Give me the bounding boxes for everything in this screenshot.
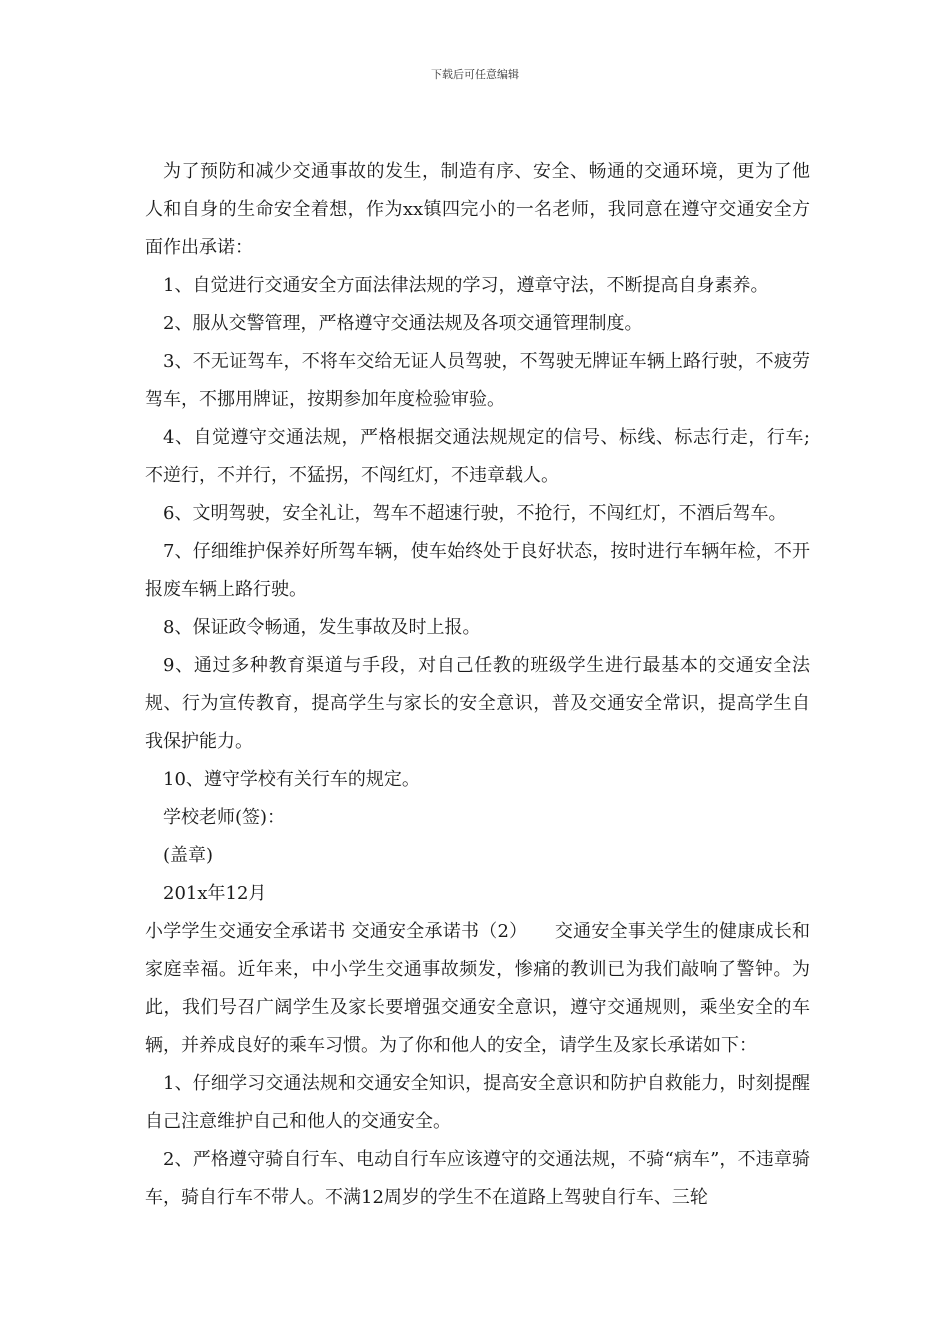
date-line: 201x年12月 [163, 883, 267, 904]
seal-line: (盖章) [163, 845, 214, 866]
paragraph-item-2: 2、服从交警管理，严格遵守交通法规及各项交通管理制度。 [163, 313, 643, 334]
paragraph-intro: 为了预防和减少交通事故的发生，制造有序、安全、畅通的交通环境，更为了他人和自身的生命安全着想，作为xx镇四完小的一名老师，我同意在遵守交通安全方面作出承诺： [145, 161, 810, 258]
paragraph-item-1: 1、自觉进行交通安全方面法律法规的学习，遵章守法，不断提高自身素养。 [163, 275, 769, 296]
paragraph-item-7: 7、仔细维护保养好所驾车辆，使车始终处于良好状态，按时进行车辆年检，不开报废车辆上路行驶。 [145, 541, 810, 600]
paragraph-section-2: 小学学生交通安全承诺书 交通安全承诺书（2） 交通安全事关学生的健康成长和家庭幸福。近年来，中小学生交通事故频发，惨痛的教训已为我们敲响了警钟。为此，我们号召广阔学生及家长要增强交通安全意识，遵守交通规则，乘坐安全的车辆，并养成良好的乘车习惯。为了你和他人的安全，请学生及家长承诺如下： [145, 921, 810, 1056]
paragraph-item-10: 10、遵守学校有关行车的规定。 [163, 769, 420, 790]
signature-line: 学校老师(签)： [163, 807, 286, 828]
paragraph-item-4: 4、自觉遵守交通法规，严格根据交通法规规定的信号、标线、标志行走，行车;不逆行，不并行，不猛拐，不闯红灯，不违章载人。 [145, 427, 810, 486]
paragraph-item-6: 6、文明驾驶，安全礼让，驾车不超速行驶，不抢行，不闯红灯，不酒后驾车。 [163, 503, 787, 524]
paragraph-item-9: 9、通过多种教育渠道与手段，对自己任教的班级学生进行最基本的交通安全法规、行为宣传教育，提高学生与家长的安全意识，普及交通安全常识，提高学生自我保护能力。 [145, 655, 810, 752]
document-body [145, 153, 810, 1217]
paragraph-student-item-2: 2、严格遵守骑自行车、电动自行车应该遵守的交通法规，不骑“病车”，不违章骑车，骑自行车不带人。不满12周岁的学生不在道路上驾驶自行车、三轮 [145, 1149, 810, 1208]
paragraph-item-3: 3、不无证驾车，不将车交给无证人员驾驶，不驾驶无牌证车辆上路行驶，不疲劳驾车，不挪用牌证，按期参加年度检验审验。 [145, 351, 810, 410]
page-header: 下载后可任意编辑 [431, 68, 519, 81]
paragraph-student-item-1: 1、仔细学习交通法规和交通安全知识，提高安全意识和防护自救能力，时刻提醒自己注意维护自己和他人的交通安全。 [145, 1073, 810, 1132]
paragraph-item-8: 8、保证政令畅通，发生事故及时上报。 [163, 617, 481, 638]
